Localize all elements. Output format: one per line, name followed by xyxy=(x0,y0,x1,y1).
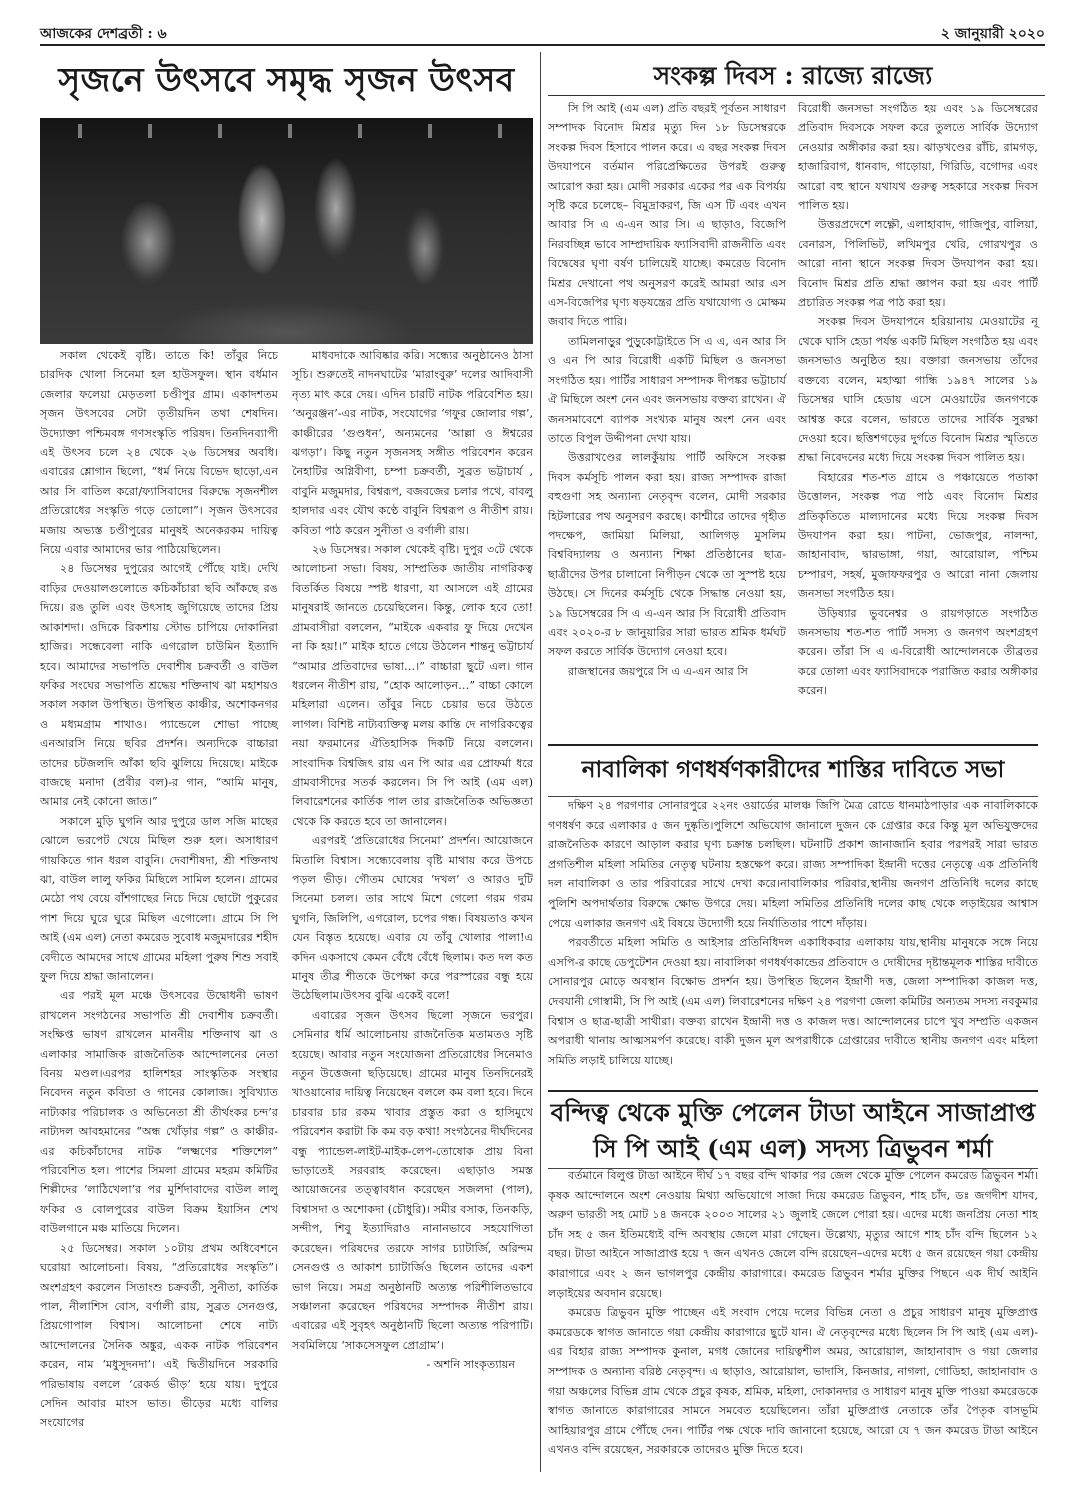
article-title-minor-rape-protest: নাবালিকা গণধর্ষণকারীদের শাস্তির দাবিতে সভা xyxy=(581,756,1005,783)
article-srijan-column-2 xyxy=(292,346,533,1375)
paragraph: উত্তরপ্রদেশে লক্ষ্ণৌ, এলাহাবাদ, গাজিপুর, বালিয়া, বেনারস, পিলিভিট, লখিমপুর খেরি, গোরখপুর ও আরো নানা স্থানে সংকল্প দিবস উদযাপন করা হয়। বিনোদ মিশ্রর প্রতি শ্রদ্ধা জ্ঞাপন করা হয় এবং পার্টি প্রচারিত সংকল্প পত্র পাঠ করা হয়। xyxy=(798,218,1038,310)
paragraph: সংকল্প দিবস উদযাপনে হরিয়ানায় মেওয়াটের নূ থেকে ঘাসি হেডা পর্যন্ত একটি মিছিল সংগঠিত হয় এবং জনসভাও অনুষ্ঠিত হয়। বক্তারা জনসভায় তাঁদের বক্তব্যে বলেন, মহাত্মা গান্ধি ১৯৪৭ সালের ১৯ ডিসেম্বর ঘাসি হেডায় এসে মেওয়াটের জনগণকে আশ্বস্ত করে বলেন, ভারতে তাদের সার্বিক সুরক্ষা দেওয়া হবে। ছত্তিশগড়ের দুর্গতে বিনোদ মিশ্রর স্মৃতিতে শ্রদ্ধা নিবেদনের মধ্যে দিয়ে সংকল্প দিবস পালিত হয়। xyxy=(798,315,1038,465)
page-header-left: আজকের দেশব্রতী : ৬ xyxy=(40,26,167,42)
article-sankalpa-column-1 xyxy=(548,99,786,681)
title-line: বন্দিত্ব থেকে মুক্তি পেলেন টাডা আইনে সাজাপ্রাপ্ত xyxy=(550,1098,1036,1127)
column-divider xyxy=(540,52,541,1472)
paragraph: মাধবদাকে আবিষ্কার করি। সন্ধ্যের অনুষ্ঠানেও ঠাসা সূচি। শুরুতেই নাদনঘাটের ‘মারাংবুরু’ দলের আদিবাসী নৃত্য মাৎ করে দেয়। এদিন চারটি নাটক পরিবেশিত হয়। ‘অনুরঞ্জন’-এর নাটক, সংযোগের ‘গফুর জোলার গল্প’, কাঞ্চীরের ‘গুণ্ডধন’, অন্যমনের ‘আল্লা ও ঈশ্বরের ঝগড়া’। কিছু নতুন সৃজনসহ সঙ্গীত পরিবেশন করেন নৈহাটির অগ্নিবীণা, চম্পা চক্রবর্তী, সুব্রত ভট্টাচার্য , বাবুনি মজুমদার, বিশ্বরূপ, বজবজের চলার পথে, বাবলু হালদার এবং যৌথ কণ্ঠে বাবুনি বিশ্বরূপ ও নীতীশ রায়। কবিতা পাঠ করেন সুনীতা ও বর্ণালী রায়। xyxy=(292,349,533,537)
paragraph: কমরেড ত্রিভুবন মুক্তি পাচ্ছেন এই সংবাদ পেয়ে দলের বিভিন্ন নেতা ও প্রচুর সাধারণ মানুষ মুক্তিপ্রাপ্ত কমরেডকে স্বাগত জানাতে গয়া কেন্দ্রীয় কারাগারে ছুটে যান। ঐ নেতৃবৃন্দের মধ্যে ছিলেন সি পি আই (এম এল)-এর বিহার রাজ্য সম্পাদক কুনাল, মগধ জোনের দায়িত্বশীল অমর, আরোয়াল, জাহানাবাদ ও গয়া জেলার সম্পাদক ও অন্যান্য বরিষ্ঠ নেতৃবৃন্দ। এ ছাড়াও, আরোয়াল, ভাদাসি, কিনজার, নাগলা, গোডিহা, জাহানাবাদ ও গয়া অঞ্চলের বিভিন্ন গ্রাম থেকে প্রচুর কৃষক, শ্রমিক, মহিলা, দোকানদার ও সাধারণ মানুষ মুক্তি পাওয়া কমরেডকে স্বাগত জানাতে কারাগারের সামনে সমবেত হয়েছিলেন। তাঁরা মুক্তিপ্রাপ্ত নেতাকে তাঁর পৈতৃক বাসভূমি আহিয়ারপুর গ্রামে পৌঁছে দেন। পার্টির পক্ষ থেকে দাবি জানানো হয়েছে, আরো যে ৭ জন কমরেড টাডা আইনে এখনও বন্দি রয়েছেন, সরকারকে তাদেরও মুক্তি দিতে হবে। xyxy=(548,1306,1038,1457)
paragraph: বিহারের শত-শত গ্রামে ও পঞ্চায়েতে পতাকা উত্তোলন, সংকল্প পত্র পাঠ এবং বিনোদ মিশ্রর প্রতিকৃতিতে মাল্যদানের মধ্যে দিয়ে সংকল্প দিবস উদযাপন করা হয়। পাটনা, ভোজপুর, নালন্দা, জাহানাবাদ, দ্বারভাঙ্গা, গয়া, আরোয়াল, পশ্চিম চম্পারণ, সহর্ষ, মুজাফফরপুর ও আরো নানা জেলায় জনসভা সংগঠিত হয়। xyxy=(798,470,1038,601)
article-title-sankalpa: সংকল্প দিবস : রাজ্যে রাজ্যে xyxy=(653,61,933,90)
article-photo xyxy=(40,118,533,344)
stage-lights xyxy=(40,124,533,138)
paragraph: বর্তমানে বিলুপ্ত টাডা আইনে দীর্ঘ ১৭ বছর বন্দি থাকার পর জেল থেকে মুক্তি পেলেন কমরেড ত্রিভুবন শর্মা। কৃষক আন্দোলনে অংশ নেওয়ায় মিথ্যা অভিযোগে সাজা দিয়ে কমরেড ত্রিভুবন, শাহ চাঁদ, ডঃ জগদীশ যাদব, অরুণ ভারতী সহ মোট ১৪ জনকে ২০০৩ সালের ২১ জুলাই জেলে পোরা হয়। এদের মধ্যে জনপ্রিয় নেতা শাহ চাঁদ সহ ৫ জন ইতিমধ্যেই বন্দি অবস্থায় জেলে মারা গেছেন। উল্লেখ্য, মৃত্যুর আগে শাহ চাঁদ বন্দি ছিলেন ১২ বছর। টাডা আইনে সাজাপ্রাপ্ত হয়ে ৭ জন এখনও জেলে বন্দি রয়েছেন–এদের মধ্যে ৫ জন রয়েছেন গয়া কেন্দ্রীয় কারাগারে এবং ২ জন ভাগলপুর কেন্দ্রীয় কারাগারে। কমরেড ত্রিভুবন শর্মার মুক্তির পিছনে এক দীর্ঘ আইনি লড়াইয়ের অবদান রয়েছে। xyxy=(548,1169,1038,1300)
paragraph: তামিলনাড়ুর পুড়ুকোট্টাইতে সি এ এ, এন আর সি ও এন পি আর বিরোধী একটি মিছিল ও জনসভা সংগঠিত হয়। পার্টির সাধারণ সম্পাদক দীপঙ্কর ভট্টাচার্য ঐ মিছিলে অংশ নেন এবং জনসভায় বক্তব্য রাখেন। ঐ জনসমাবেশে ব্যাপক সংখ্যক মানুষ অংশ নেন এবং তাতে বিপুল উদ্দীপনা দেখা যায়। xyxy=(548,334,786,445)
page-header-date: ২ জানুয়ারী ২০২০ xyxy=(940,26,1045,42)
paragraph: বিরোধী জনসভা সংগঠিত হয় এবং ১৯ ডিসেম্বরের প্রতিবাদ দিবসকে সফল করে তুলতে সার্বিক উদ্যোগ নেওয়ার অঙ্গীকার করা হয়। ঝাড়খণ্ডের রাঁচি, রামগড়, হাজারিবাগ, ধানবাদ, গাড়োয়া, গিরিডি, বগোদর এবং আরো বহু স্থানে যথাযথ গুরুত্ব সহকারে সংকল্প দিবস পালিত হয়। xyxy=(798,102,1038,213)
paragraph: এরপরই ‘প্রতিরোধের সিনেমা’ প্রদর্শন। আয়োজনে মিতালি বিশ্বাস। সন্ধ্যেবেলায় বৃষ্টি মাথায় করে উপচে পড়ল ভীড়। গৌতম ঘোষের ‘দখল’ ও আরও দুটি সিনেমা চলল। তার সাথে মিশে গেলো গরম গরম ঘুগনি, জিলিপি, এগরোল, চপের গন্ধ। বিষয়তাও কখন যেন বিস্তৃত হয়েছে। এবার যে তাঁবু খোলার পালা!এ কদিন একসাথে কেমন বেঁধে বেঁধে ছিলাম। কত দল কত মানুষ তীব্র শীতকে উপেক্ষা করে পরস্পরের বন্ধু হয়ে উঠেছিলাম।উৎসব বুঝি একেই বলে! xyxy=(292,834,533,1003)
paragraph: এবারের সৃজন উৎসব ছিলো সৃজনে ভরপুর। সেমিনার ধর্মি আলোচনায় রাজনৈতিক মতামতও সৃষ্টি হয়েছে। আবার নতুন সংযোজনা প্রতিরোধের সিনেমাও নতুন উত্তেজনা ছড়িয়েছে। গ্রামের মানুষ তিনদিনেরই খাওয়ানোর দায়িত্ব নিয়েছেন বললে কম বলা হবে। দিনে চারবার চার রকম খাবার প্রস্তুত করা ও হাসিমুখে পরিবেশন করাটা কি কম বড় কথা! সংগঠনের দীর্ঘদিনের বন্ধু প্যান্ডেল-লাইট-মাইক-লেপ-তোষোক প্রায় বিনা ভাড়াতেই সরবরাহ করেছেন। এছাড়াও সমস্ত আয়োজনের তত্ত্বাবধান করেছেন সজলদা (পাল), বিশ্বাসদা ও অশোকদা (চৌধুরি)। সমীর বসাক, তিনকড়ি, সন্দীপ, শিবু ইত্যাদিরাও নানানভাবে সহযোগিতা করেছেন। পরিষদের তরফে সাগর চ্যাটার্জি, অরিন্দম সেনগুপ্ত ও আকাশ চ্যাটার্জিও ছিলেন তাদের একশ ভাগ নিয়ে। সমগ্র অনুষ্ঠানটি অত্যন্ত পরিশীলিতভাবে সঞ্চালনা করেছেন পরিষদের সম্পাদক নীতীশ রায়। এবারের এই সুবৃহৎ অনুষ্ঠানটি ছিলো অত্যন্ত পরিপাটি। সবমিলিয়ে ‘সাকসেসফুল প্রোগ্রাম’। xyxy=(292,1008,533,1352)
paragraph: এর পরই মূল মঞ্চে উৎসবের উদ্বোধনী ভাষণ রাখলেন সংগঠনের সভাপতি শ্রী দেবাশীষ চক্রবর্তী। সংক্ষিপ্ত ভাষণ রাখলেন মাননীয় শক্তিনাথ ঝা ও এলাকার সামাজিক রাজনৈতিক আন্দোলনের নেতা বিনয় মণ্ডল।এরপর হালিশহর সাংস্কৃতিক সংস্থার নিবেদন নতুন কবিতা ও গানের কোলাজ। সুবিখ্যাত নাট্যকার পরিচালক ও অভিনেতা শ্রী তীর্থংকর চন্দ’র নাট্যদল আবহমানের “অন্ধ খোঁড়ার গল্প” ও কাঞ্চীর-এর কচিকাঁচাদের নাটক “লক্ষ্মণের শক্তিশেল” পরিবেশিত হল। পাশের সিমলা গ্রামের মহরম কমিটির শিল্পীদের ‘লাঠিখেলা’র পর মুর্শিদাবাদের বাউল লালু ফকির ও বোলপুরের বাউল বিক্রম ইয়াসিন শেখ বাউলগানে মঞ্চ মাতিয়ে দিলেন। xyxy=(40,989,278,1236)
paragraph: রাজস্থানের জয়পুরে সি এ এ-এন আর সি xyxy=(568,664,748,678)
paragraph: সকালে মুড়ি ঘুগনি আর দুপুরে ডাল সজি মাছের ঝোলে ভরপেট খেয়ে মিছিল শুরু হল। অসাধারণ গায়কিতে গান ধরল বাবুনি। দেবাশীষদা, শ্রী শক্তিনাথ ঝা, বাউল লালু ফকির মিছিলে সামিল হলেন। গ্রামের মেঠো পথ বেয়ে বাঁশগাছের নিচে দিয়ে ছোটো পুকুরের পাশ দিয়ে ঘুরে ঘুরে মিছিল এগোলো। গ্রামে সি পি আই (এম এল) নেতা কমরেড সুবোধ মজুমদারের শহীদ বেদীতে আমদের সাথে গ্রামের মহিলা পুরুষ শিশু সবাই ফুল দিয়ে শ্রদ্ধা জানালেন। xyxy=(40,814,278,983)
paragraph: উড়িষ্যার ভুবনেশ্বর ও রায়গড়াতে সংগঠিত জনসভায় শত-শত পার্টি সদস্য ও জনগণ অংশগ্রহণ করেন। তাঁরা সি এ এ-বিরোধী আন্দোলনকে তীব্রতর করে তোলা এবং ফ্যাসিবাদকে পরাজিত করার অঙ্গীকার করেন। xyxy=(798,606,1038,698)
title-line: সি পি আই (এম এল) সদস্য ত্রিভুবন শর্মা xyxy=(593,1134,993,1163)
title-rule xyxy=(548,95,1045,96)
article-srijan-column-1 xyxy=(40,346,278,1433)
paragraph: সি পি আই (এম এল) প্রতি বছরই পূর্বতন সাধারণ সম্পাদক বিনোদ মিশ্রর মৃত্যু দিন ১৮ ডিসেম্বরকে সংকল্প দিবস হিসাবে পালন করে। এ বছর সংকল্প দিবস উদযাপনে বর্তমান পরিপ্রেক্ষিতের উপরই গুরুত্ব আরোপ করা হয়। মোদী সরকার একের পর এক বিপর্যয় সৃষ্টি করে চলেছে– বিমুদ্রাকরণ, জি এস টি এবং এখন আবার সি এ এ-এন আর সি। এ ছাড়াও, বিজেপি নিরবচ্ছিন্ন ভাবে সাম্প্রদায়িক ফ্যাসিবাদী রাজনীতি এবং বিদ্বেষের ঘৃণা বর্ষণ চালিয়েই যাচ্ছে। কমরেড বিনোদ মিশ্রর দেখানো পথ অনুসরণ করেই আমরা আর এস এস-বিজেপির ঘৃণ্য ষড়যন্ত্রের প্রতি যথাযোগ্য ও মোক্ষম জবাব দিতে পারি। xyxy=(548,102,786,329)
paragraph: পরবর্তীতে মহিলা সমিতি ও আইসার প্রতিনিধিদল একাধিকবার এলাকায় যায়,স্থানীয় মানুষকে সঙ্গে নিয়ে এসপি-র কাছে ডেপুটেশন দেওয়া হয়। নাবালিকা গণধর্ষণকান্ডের প্রতিবাদে ও দোষীদের দৃষ্টান্তমূলক শাস্তির দাবীতে সোনারপুর মোড়ে অবস্থান বিক্ষোভ প্রদর্শন হয়। উপস্থিত ছিলেন ইন্দ্রাণী দত্ত, জেলা সম্পাদিকা কাজল দত্ত, দেবযানী গোস্বামী, সি পি আই (এম এল) লিবারেশনের দক্ষিণ ২৪ পরগণা জেলা কমিটির অন্যতম সদস্য নবকুমার বিশ্বাস ও ছাত্র-ছাত্রী সাথীরা। বক্তব্য রাখেন ইন্দ্রানী দত্ত ও কাজল দত্ত। আন্দোলনের চাপে খুব সম্প্রতি একজন অপরাধী থানায় আত্মসমর্পণ করেছে। বাকী দুজন মূল অপরাধীকে গ্রেপ্তারের দাবীতে স্থানীয় জনগণ এবং মহিলা সমিতি লড়াই চালিয়ে যাচ্ছে। xyxy=(548,936,1038,1067)
article-title-srijan: সৃজনে উৎসবে সমৃদ্ধ সৃজন উৎসব xyxy=(58,60,515,99)
article-signature: - অশনি সাংকৃত্যায়ন xyxy=(426,1358,515,1372)
article-tribhuvan-body xyxy=(548,1166,1038,1460)
article-minor-rape-protest-body xyxy=(548,796,1038,1070)
paragraph: ২৫ ডিসেম্বর। সকাল ১০টায় প্রথম অধিবেশনে ঘরোয়া আলোচনা। বিষয়, “প্রতিরোধের সংস্কৃতি”। অংশগ্রহণ করলেন সিতাংশু চক্রবর্তী, সুনীতা, কার্তিক পাল, নীলাশিস বোস, বর্ণালী রায়, সুব্রত সেনগুপ্ত, প্রিয়গোপাল বিশ্বাস। আলোচনা শেষে নাট্য আন্দোলনের সৈনিক অঙ্কুর, একক নাটক পরিবেশন করেন, নাম ‘মধুসূদনদা’। এই দ্বিতীয়দিনে সরকারি পরিভাষায় বললে ‘রেকর্ড ভীড়’ হয়ে যায়। দুপুরে সেদিন আবার মাংস ভাত। ভীড়ের মধ্যে বালির সংযোগের xyxy=(40,1241,278,1430)
paragraph: দক্ষিণ ২৪ পরগণার সোনারপুরে ২২নং ওয়ার্ডের মালঞ্চ জিপি মৈত্র রোডে ধানমাঠপাড়ার এক নাবালিকাকে গণধর্ষণ করে এলাকার ৫ জন দুষ্কৃতি।পুলিশে অভিযোগ জানালে দুজন কে গ্রেপ্তার করে কিন্তু মূল অভিযুক্তদের রাজনৈতিক কারণে আড়াল করার ঘৃণ্য চক্রান্ত চলছিল। ঘটনাটি প্রকাশ জানাজানি হবার পরপরই সারা ভারত প্রগতিশীল মহিলা সমিতির নেতৃত্ব ঘটনায় হস্তক্ষেপ করে। রাজ্য সম্পাদিকা ইন্দ্রানী দত্তের নেতৃত্বে এক প্রতিনিধি দল নাবালিকা ও তার পরিবারের সাথে দেখা করে।নাবালিকার পরিবার,স্থানীয় জনগণ প্রতিনিধি দলের কাছে পুলিশি অপদার্থতার বিরুদ্ধে ক্ষোভ উগরে দেয়। মহিলা সমিতির প্রতিনিধি দলের কাছ থেকে লড়াইয়ের আশ্বাস পেয়ে এলাকার জনগণ এই বিষয়ে উদ্যোগী হয়ে নির্যাতিতার পাশে দাঁড়ায়। xyxy=(548,799,1038,930)
article-title-tribhuvan xyxy=(548,1095,1038,1167)
paragraph: ২৬ ডিসেম্বর। সকাল থেকেই বৃষ্টি। দুপুর ৩টে থেকে আলোচনা সভা। বিষয়, সাম্প্রতিক জাতীয় নাগরিকত্ব বিতর্কিত বিষয়ে স্পষ্ট ধারণা, যা আসলে এই গ্রামের মানুষরাই জানতে চেয়েছিলেন। কিন্তু, লোক হবে তো! গ্রামবাসীরা বললেন, “মাইকে একবার ফু দিয়ে দেখেন না কি হয়!।” মাইক হাতে গেয়ে উঠলেন শান্তনু ভট্টাচার্য “আমার প্রতিবাদের ভাষা…।” বাচ্চারা ছুটে এল। গান ধরলেন নীতীশ রায়, “হোক আলোড়ন…” বাচ্চা কোলে মহিলারা এলেন। তাঁবুর নিচে চেয়ার ভরে উঠতে লাগল। বিশিষ্ট নাট্যব্যক্তিত্ব মলয় কান্তি দে নাগরিকত্বের নয়া ফরমানের ঐতিহাসিক দিকটি নিয়ে বললেন। সাংবাদিক বিশ্বজিৎ রায় এন পি আর এর প্রোফর্মা ধরে গ্রামবাসীদের সতর্ক করলেন। সি পি আই (এম এল) লিবারেশনের কার্তিক পাল তার রাজনৈতিক অভিজ্ঞতা থেকে কি করতে হবে তা জানালেন। xyxy=(292,543,533,828)
paragraph: ২৪ ডিসেম্বর দুপুরের আগেই পৌঁছে যাই। দেখি বাড়ির দেওয়ালগুলোতে কচিকাঁচারা ছবি আঁকছে রঙ দিয়ে। রঙ তুলি এবং উৎসাহ জুগিয়েছে তাদের প্রিয় আকাশদা। ওদিকে রিকশায় স্টোভ চাপিয়ে দোকানিরা হাজির। সন্ধেবেলা নাকি এগরোল চাউমিন ইত্যাদি হবে। আমাদের সভাপতি দেবাশীষ চক্রবর্তী ও বাউল ফকির সংঘের সভাপতি শ্রদ্ধেয় শক্তিনাথ ঝা মহাশয়ও সকাল সকাল উপস্থিত। উপস্থিত কাঞ্চীর, অশোকনগর ও মধ্যমগ্রাম শাখাও। প্যান্ডেলে শোভা পাচ্ছে এনআরসি নিয়ে ছবির প্রদর্শন। অন্যদিকে বাচ্চারা তাদের চটজলদি আঁকা ছবি ঝুলিয়ে দিয়েছে। মাইকে বাজছে মনাদা (প্রবীর বল)-র গান, “আমি মানুষ, আমার নেই কোনো জাত।” xyxy=(40,562,278,809)
article-sankalpa-column-2 xyxy=(798,99,1038,701)
paragraph: উত্তরাখণ্ডের লালকুঁয়ায় পার্টি অফিসে সংকল্প দিবস কর্মসূচি পালন করা হয়। রাজ্য সম্পাদক রাজা বহুগুণা সহ অন্যান্য নেতৃবৃন্দ বলেন, মোদী সরকার হিটলারের পথ অনুসরণ করছে। কাশ্মীরে তাদের গৃহীত পদক্ষেপ, জামিয়া মিলিয়া, আলিগড় মুসলিম বিশ্ববিদ্যালয় ও অন্যান্য শিক্ষা প্রতিষ্ঠানের ছাত্র-ছাত্রীদের উপর চালানো নিপীড়ন থেকে তা সুস্পষ্ট হয়ে উঠছে। সে দিনের কর্মসূচি থেকে সিদ্ধান্ত নেওয়া হয়, ১৯ ডিসেম্বরের সি এ এ-এন আর সি বিরোধী প্রতিবাদ এবং ২০২০-র ৮ জানুয়ারির সারা ভারত শ্রমিক ধর্মঘট সফল করতে সার্বিক উদ্যোগ নেওয়া হবে। xyxy=(548,451,786,659)
header-rule xyxy=(40,44,1045,46)
paragraph: সকাল থেকেই বৃষ্টি। তাতে কি! তাঁবুর নিচে চারদিক খোলা সিনেমা হল হাউসফুল। স্থান বর্ধমান জেলার ফলেয়া মেড়তলা চণ্ডীপুর গ্রাম। একাদশতম সৃজন উৎসবের সেটা তৃতীয়দিন তথা শেষদিন। উদ্যোক্তা পশ্চিমবঙ্গ গণসংস্কৃতি পরিষদ। তিনদিনব্যাপী এই উৎসব চলে ২৪ থেকে ২৬ ডিসেম্বর অবধি। এবারের শ্লোগান ছিলো, “ধর্ম নিয়ে বিভেদ ছাড়ো,এন আর সি বাতিল করো/ফ্যাসিবাদের বিরুদ্ধে সৃজনশীল প্রতিরোধের সংস্কৃতি গড়ে তোলো”। সৃজন উৎসবের মজায় অভ্যস্ত চণ্ডীপুরের মানুষই অনেকরকম দায়িত্ব নিয়ে এবার আমাদের ভার পাঠিয়েছিলেন। xyxy=(40,349,278,557)
